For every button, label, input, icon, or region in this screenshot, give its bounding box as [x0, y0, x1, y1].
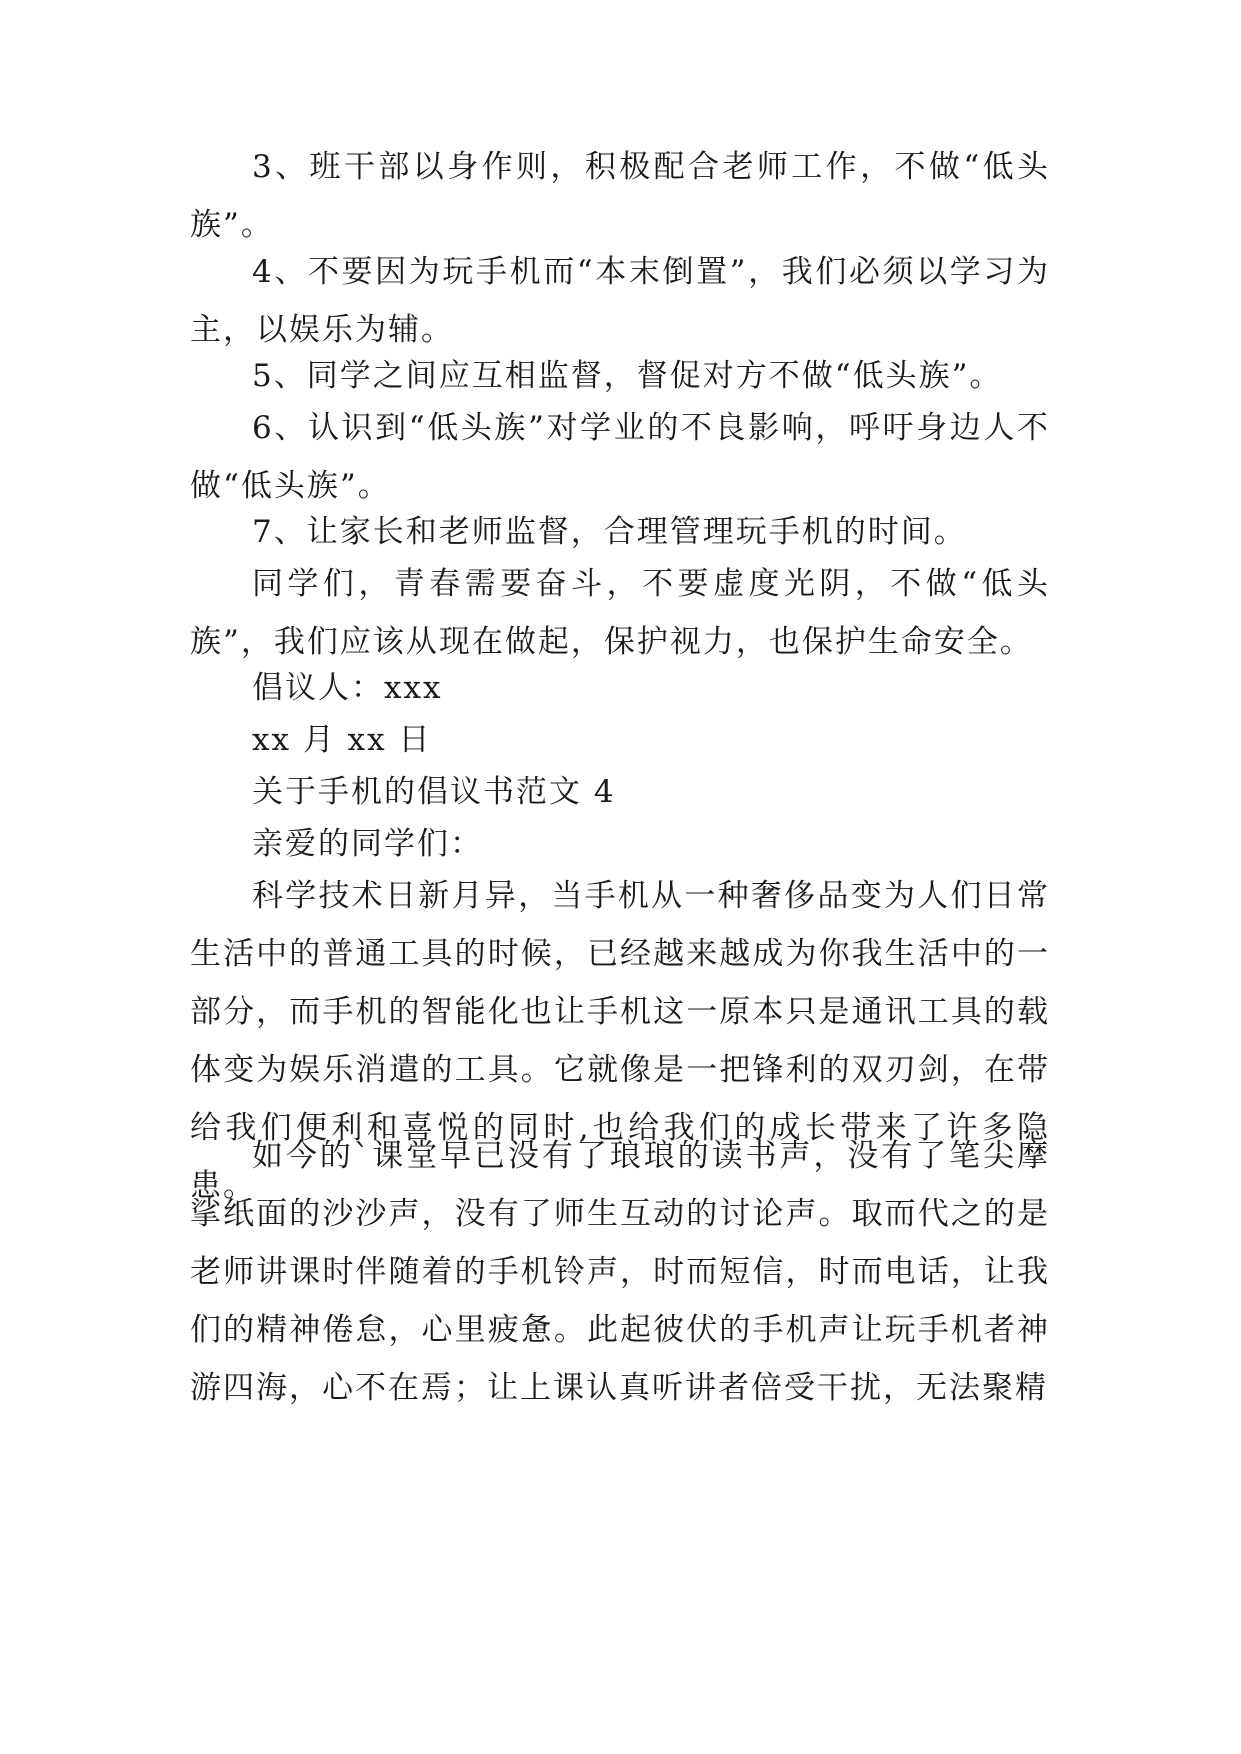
paragraph-item-6: 6、认识到“低头族”对学业的不良影响，呼吁身边人不做“低头族”。: [190, 410, 1050, 504]
paragraph-item-4: 4、不要因为玩手机而“本末倒置”，我们必须以学习为主，以娱乐为辅。: [190, 254, 1050, 348]
signature-line: 倡议人：xxx: [252, 670, 443, 706]
paragraph-item-3: 3、班干部以身作则，积极配合老师工作，不做“低头族”。: [190, 149, 1050, 243]
paragraph-item-5: 5、同学之间应互相监督，督促对方不做“低头族”。: [252, 358, 1003, 394]
salutation: 亲爱的同学们：: [252, 826, 483, 862]
section-heading: 关于手机的倡议书范文 4: [252, 774, 616, 810]
closing-paragraph: 同学们，青春需要奋斗，不要虚度光阴，不做“低头族”，我们应该从现在做起，保护视力，也保护生命安全。: [190, 566, 1050, 660]
paragraph-item-7: 7、让家长和老师监督，合理管理玩手机的时间。: [252, 514, 967, 550]
date-line: xx 月 xx 日: [252, 722, 432, 758]
body-paragraph-2: 如今的`课堂早已没有了琅琅的读书声，没有了笔尖摩挲纸面的沙沙声，没有了师生互动的讨论声。取而代之的是老师讲课时伴随着的手机铃声，时而短信，时而电话，让我们的精神倦怠，心里疲惫。此起彼伏的手机声让玩手机者神游四海，心不在焉；让上课认真听讲者倍受干扰，无法聚精: [190, 1138, 1050, 1406]
body-paragraph-1: 科学技术日新月异，当手机从一种奢侈品变为人们日常生活中的普通工具的时候，已经越来越成为你我生活中的一部分，而手机的智能化也让手机这一原本只是通讯工具的载体变为娱乐消遣的工具。它就像是一把锋利的双刃剑，在带给我们便利和喜悦的同时,也给我们的成长带来了许多隐患。: [190, 878, 1050, 1204]
